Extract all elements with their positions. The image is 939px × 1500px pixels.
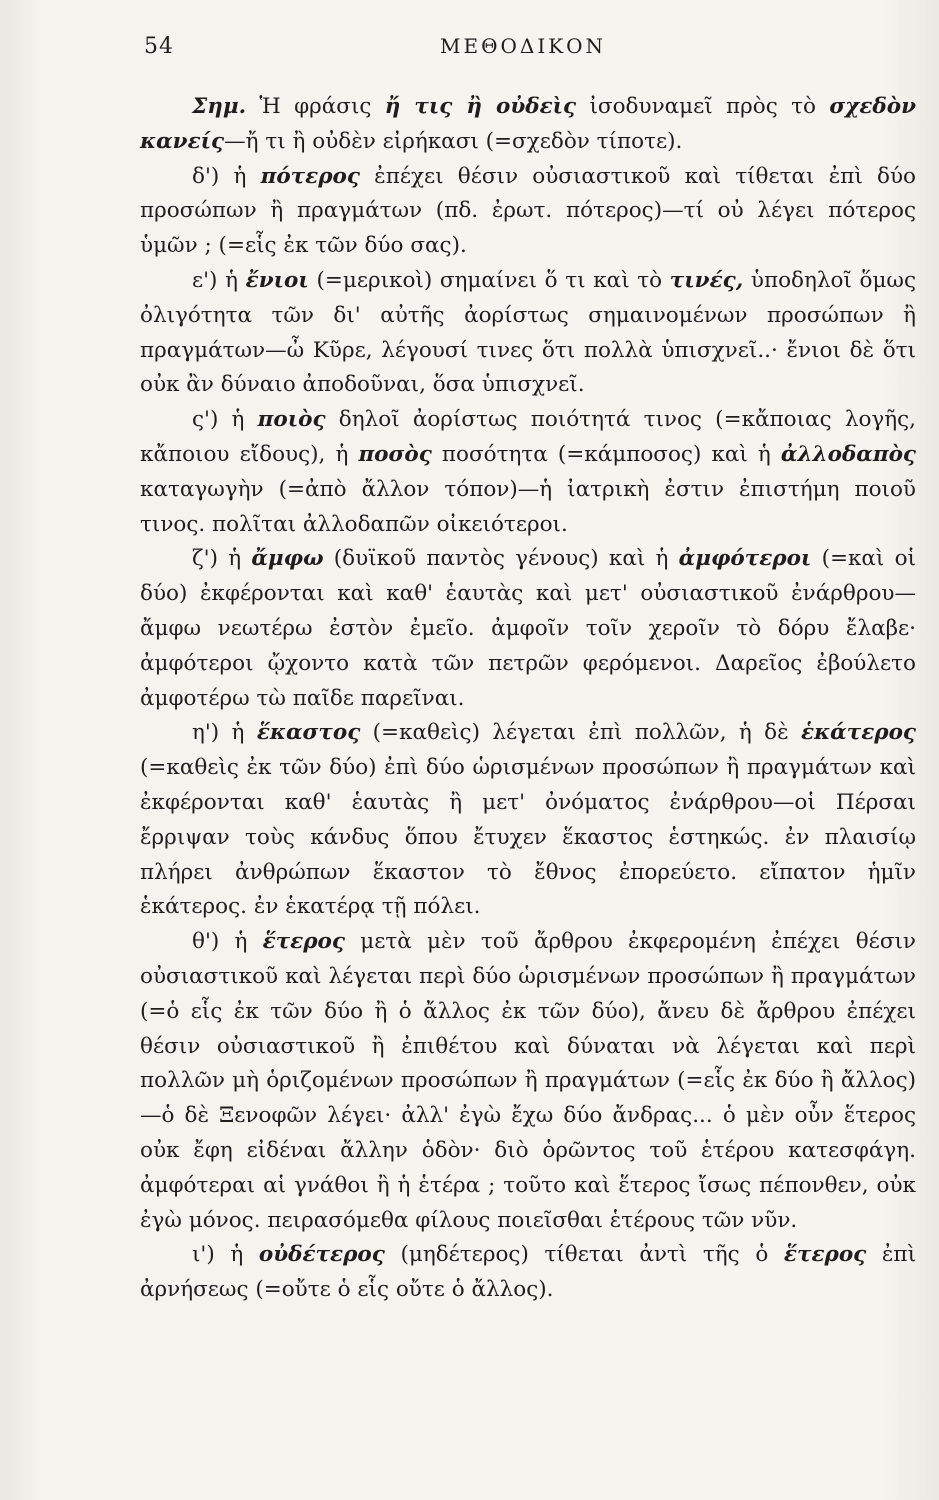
- text-segment: δ') ἡ: [192, 163, 261, 189]
- paragraph-note: [140, 90, 916, 160]
- paragraph-epsilon: [140, 264, 916, 403]
- text-segment: (=καὶ οἱ δύο) ἐκφέρονται καὶ καθ' ἑαυτὰς καὶ μετ' οὐσιαστικοῦ ἐνάρθρου—ἄμφω νεωτέρω ἐστὸν ἐμεῖο. ἀμφοῖν τοῖν χεροῖν τὸ δόρυ ἔλαβε· ἀμφότεροι ᾤχοντο κατὰ τῶν πετρῶν φερόμενοι. Δαρεῖος ἐβούλετο ἀμφοτέρω τὼ παῖδε παρεῖναι.: [140, 546, 916, 711]
- text-segment: ἤ τις ἢ οὐδεὶς: [384, 94, 577, 119]
- text-segment: ἀλλοδαπὸς: [780, 441, 916, 467]
- text-segment: μετὰ μὲν τοῦ ἄρθρου ἐκφερομένη ἐπέχει θέσιν οὐσιαστικοῦ καὶ λέγεται περὶ δύο ὡρισμένων προσώπων ἢ πραγμάτων (=ὁ εἷς ἐκ τῶν δύο ἢ ὁ ἄλλος ἐκ τῶν δύο), ἄνευ δὲ ἄρθρου ἐπέχει θέσιν οὐσιαστικοῦ ἢ ἐπιθέτου καὶ δύναται νὰ λέγεται καὶ περὶ πολλῶν μὴ ὁριζομένων προσώπων ἢ πραγμάτων (=εἷς ἐκ δύο ἢ ἄλλος)—ὁ δὲ Ξενοφῶν λέγει· ἀλλ' ἐγὼ ἔχω δύο ἄνδρας... ὁ μὲν οὖν ἕτερος οὐκ ἔφη εἰδέναι ἄλλην ὁδὸν· διὸ ὁρῶντος τοῦ ἑτέρου κατεσφάγη. ἀμφότεραι αἱ γνάθοι ἢ ἡ ἑτέρα ; τοῦτο καὶ ἕτερος ἴσως πέπονθεν, οὐκ ἐγὼ μόνος. πειρασόμεθα φίλους ποιεῖσθαι ἑτέρους τῶν νῦν.: [140, 929, 916, 1233]
- text-segment: —ἤ τι ἢ οὐδὲν εἰρήκασι (=σχεδὸν τίποτε).: [224, 128, 683, 154]
- text-segment: δηλοῖ ἀορίστως ποιότητά τινος (=κἄποιας λογῆς, κἄποιου εἴδους), ἡ: [140, 407, 916, 467]
- paragraph-eta: [140, 716, 916, 925]
- text-segment: (=μερικοὶ) σημαίνει ὅ τι καὶ τὸ: [308, 267, 670, 293]
- running-title: ΜΕΘΟΔΙΚΟΝ: [440, 34, 607, 58]
- text-segment: η') ἡ: [192, 720, 257, 746]
- text-segment: ὑποδηλοῖ ὅμως ὀλιγότητα τῶν δι' αὐτῆς ἀορίστως σημαινομένων προσώπων ἢ πραγμάτων—ὦ Κῦρε, λέγουσί τινες ὅτι πολλὰ ὑπισχνεῖ..· ἔνιοι δὲ ὅτι οὐκ ἂν δύναιο ἀποδοῦναι, ὅσα ὑπισχνεῖ.: [140, 267, 916, 398]
- text-segment: ς') ἡ: [192, 407, 258, 433]
- text-segment: (=καθεὶς ἐκ τῶν δύο) ἐπὶ δύο ὡρισμένων προσώπων ἢ πραγμάτων καὶ ἐκφέρονται καθ' ἑαυτὰς ἢ μετ' ὀνόματος ἐνάρθρου—οἱ Πέρσαι ἔρριψαν τοὺς κάνδυς ὅπου ἔτυχεν ἕκαστος ἑστηκώς. ἐν πλαισίῳ πλήρει ἀνθρώπων ἕκαστον τὸ ἔθνος ἐπορεύετο. εἴπατον ἡμῖν ἑκάτερος. ἐν ἑκατέρᾳ τῇ πόλει.: [140, 755, 916, 920]
- text-segment: σχεδὸν κανείς: [140, 94, 916, 154]
- text-segment: ποσότητα (=κάμποσος) καὶ ἡ: [431, 441, 781, 467]
- text-segment: ἐπέχει θέσιν οὐσιαστικοῦ καὶ τίθεται ἐπὶ δύο προσώπων ἢ πραγμάτων (πδ. ἐρωτ. πότερος)—τί οὐ λέγει πότερος ὑμῶν ; (=εἷς ἐκ τῶν δύο σας).: [140, 163, 916, 259]
- text-segment: τινές,: [669, 267, 744, 293]
- paragraph-theta: [140, 925, 916, 1238]
- paragraph-zeta: [140, 542, 916, 716]
- text-segment: ἕτερος: [262, 929, 345, 955]
- text-segment: ἑκάτερος: [801, 720, 916, 746]
- text-segment: ἕτερος: [783, 1242, 867, 1268]
- text-segment: ποιὸς: [257, 407, 326, 433]
- text-segment: ἐπὶ ἀρνήσεως (=οὔτε ὁ εἷς οὔτε ὁ ἄλλος).: [140, 1242, 916, 1303]
- text-segment: ἕκαστος: [256, 720, 361, 746]
- text-segment: (=καθεὶς) λέγεται ἐπὶ πολλῶν, ἡ δὲ: [360, 720, 801, 746]
- text-segment: (δυϊκοῦ παντὸς γένους) καὶ ἡ: [323, 546, 679, 572]
- text-segment: οὐδέτερος: [258, 1242, 385, 1268]
- text-segment: Σημ.: [192, 94, 247, 119]
- text-segment: ε') ἡ: [192, 267, 246, 293]
- text-segment: καταγωγὴν (=ἀπὸ ἄλλον τόπον)—ἡ ἰατρικὴ ἐστιν ἐπιστήμη ποιοῦ τινος. πολῖται ἀλλοδαπῶν οἰκειότεροι.: [140, 476, 916, 537]
- text-segment: ἄμφω: [251, 546, 324, 572]
- text-segment: ἀμφότεροι: [678, 546, 812, 572]
- text-segment: πότερος: [260, 163, 360, 189]
- text-segment: ἔνιοι: [245, 267, 309, 293]
- text-segment: ἰσοδυναμεῖ πρὸς τὸ: [576, 94, 830, 119]
- text-segment: Ἡ φράσις: [246, 94, 385, 119]
- text-segment: ζ') ἡ: [192, 546, 252, 572]
- page-body: [140, 90, 916, 1308]
- paragraph-stigma: [140, 403, 916, 542]
- page-header: [140, 34, 879, 66]
- text-segment: θ') ἡ: [192, 929, 263, 955]
- text-segment: ποσὸς: [358, 441, 432, 467]
- paragraph-iota: [140, 1238, 916, 1308]
- page-number: 54: [144, 34, 174, 59]
- text-segment: ι') ἡ: [192, 1242, 259, 1268]
- text-segment: (μηδέτερος) τίθεται ἀντὶ τῆς ὁ: [384, 1242, 784, 1268]
- paragraph-delta: [140, 160, 916, 264]
